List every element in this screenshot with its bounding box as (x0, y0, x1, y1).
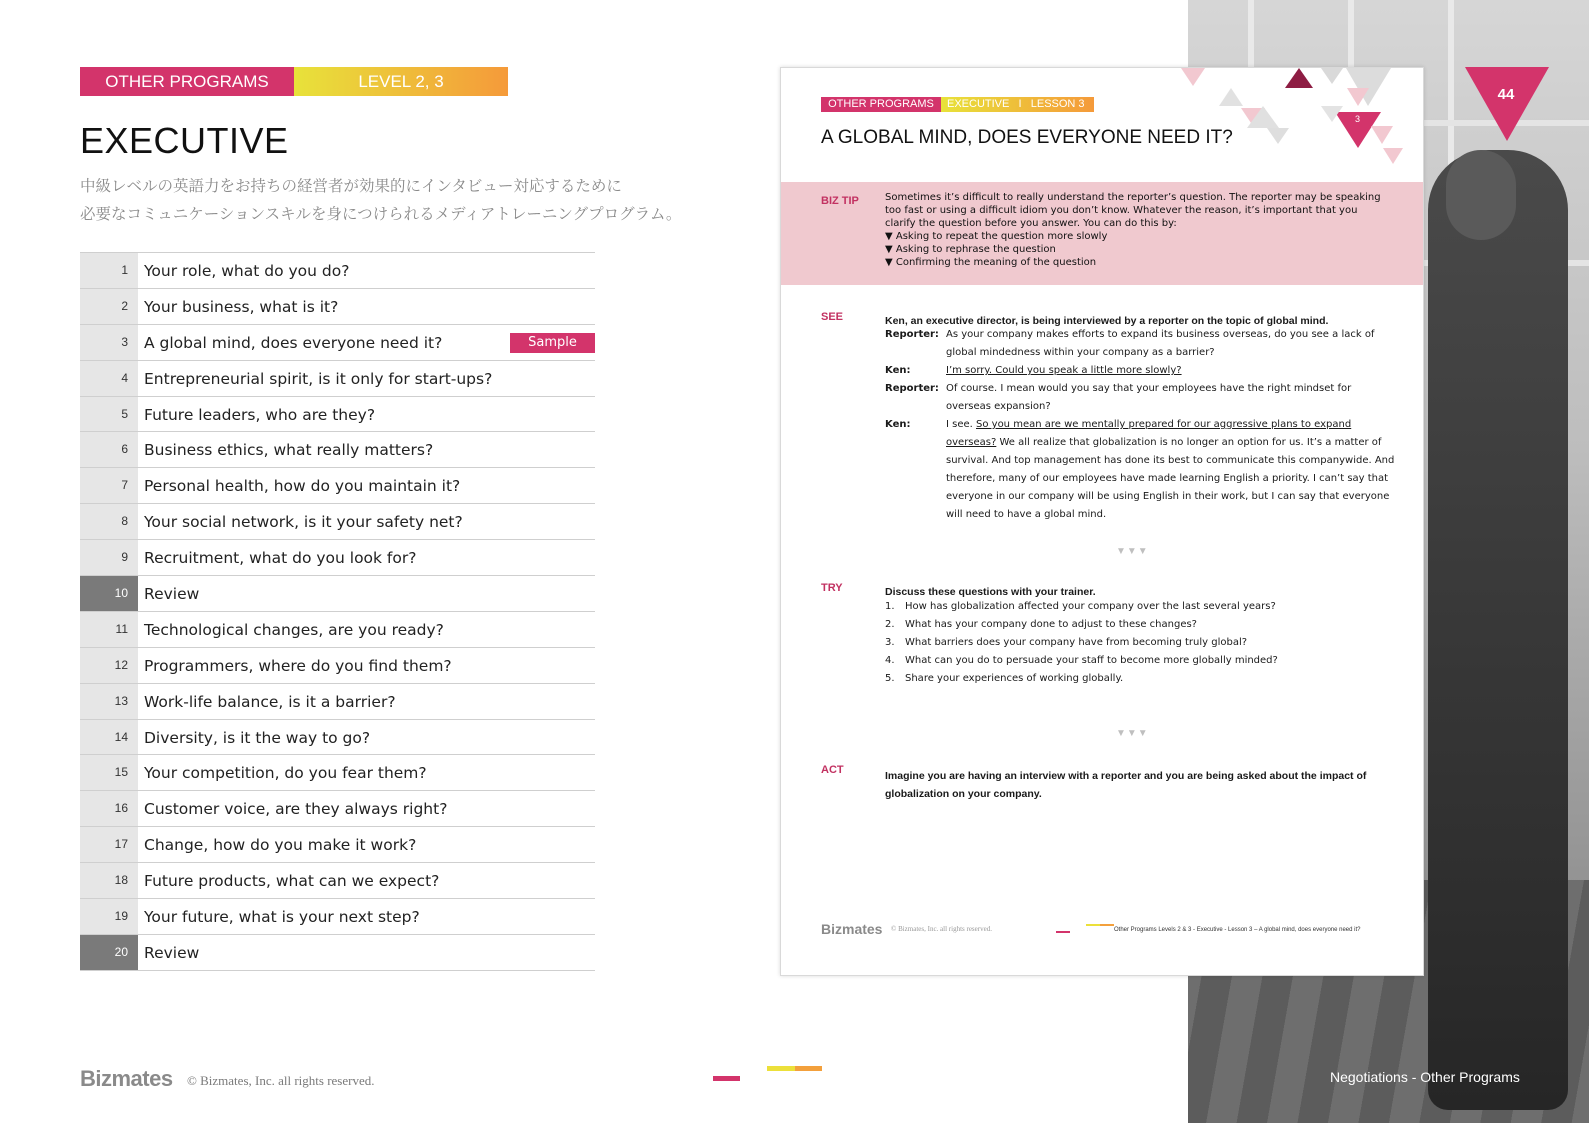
speech-suffix: We all realize that globalization is no longer an option for us. It’s a matter of survival. And top management has done its best to communicate this companywide. And therefore, many of our employees have made learning English a priority. I can’t say that everyone in our company will be using English in their work, but I can say that everyone will need to have a global mind. (946, 437, 1395, 520)
lesson-row (80, 540, 595, 576)
act-text: Imagine you are having an interview with a reporter and you are being asked about the impact of globalization on your company. (885, 770, 1367, 800)
lesson-title: A global mind, does everyone need it? (144, 333, 443, 352)
accent-dash-pink (713, 1076, 740, 1081)
person-figure (1428, 150, 1568, 1110)
try-intro: Discuss these questions with your trainer. (885, 586, 1096, 598)
biztip-bullet: ▼ Confirming the meaning of the question (885, 257, 1097, 268)
person-head (1446, 150, 1516, 240)
lesson-row (80, 504, 595, 540)
speech: As your company makes efforts to expand its business overseas, do you see a lack of global mindedness within your company as a barrier? (946, 329, 1375, 358)
lesson-number: 18 (80, 863, 138, 898)
lesson-title: Review (144, 585, 200, 604)
section-divider-arrows: ▼▼▼ (1116, 728, 1149, 739)
lesson-title-cell (138, 468, 595, 503)
lesson-row (80, 612, 595, 648)
speech-prefix: I see. (946, 419, 976, 430)
lesson-title-cell (138, 576, 595, 611)
sample-dash-orange (1100, 924, 1114, 926)
question-item (885, 619, 1197, 630)
lesson-title: Your future, what is your next step? (144, 908, 420, 927)
lesson-title: Your business, what is it? (144, 297, 339, 316)
dialogue-line (885, 416, 1395, 524)
lesson-title: Review (144, 943, 200, 962)
speech (946, 416, 1395, 524)
lesson-title: Programmers, where do you find them? (144, 656, 452, 675)
copyright: © Bizmates, Inc. all rights reserved. (187, 1073, 375, 1088)
sample-tag-lesson: EXECUTIVE I LESSON 3 (941, 97, 1094, 112)
sample-badge: Sample (510, 333, 595, 353)
question-text: What has your company done to adjust to these changes? (905, 619, 1197, 630)
lesson-row (80, 755, 595, 791)
question-text: How has globalization affected your company over the last several years? (905, 601, 1276, 612)
question-item (885, 673, 1123, 684)
lesson-title-cell (138, 899, 595, 934)
sample-footer-text: Other Programs Levels 2 & 3 - Executive - Lesson 3 – A global mind, does everyone need it? (1114, 927, 1361, 933)
lesson-row (80, 253, 595, 289)
lesson-title-cell (138, 863, 595, 898)
question-number: 5. (885, 673, 895, 684)
speech-underlined: So you mean are we mentally prepared for our aggressive plans to expand overseas? (946, 419, 1352, 448)
lesson-title: Personal health, how do you maintain it? (144, 477, 461, 496)
lesson-number: 11 (80, 612, 138, 647)
accent-dash-yellow (767, 1066, 795, 1071)
lesson-title-cell (138, 612, 595, 647)
question-number: 4. (885, 655, 895, 666)
lesson-row (80, 827, 595, 863)
act-label: ACT (821, 764, 844, 776)
biztip-label: BIZ TIP (821, 195, 859, 207)
lesson-title-cell (138, 791, 595, 826)
lesson-row (80, 720, 595, 756)
lesson-title: Work-life balance, is it a barrier? (144, 692, 396, 711)
lesson-number: 20 (80, 935, 138, 970)
speaker: Ken: (885, 365, 911, 376)
lesson-title-cell (138, 289, 595, 324)
lesson-number: 14 (80, 720, 138, 755)
program-description (80, 173, 681, 229)
lesson-title: Recruitment, what do you look for? (144, 549, 417, 568)
question-item (885, 601, 1276, 612)
sample-dash-pink (1056, 931, 1070, 933)
lesson-title-cell (138, 684, 595, 719)
lesson-number: 13 (80, 684, 138, 719)
lesson-title-cell (138, 540, 595, 575)
lesson-title: Future leaders, who are they? (144, 405, 376, 424)
try-label: TRY (821, 582, 843, 594)
sample-tag-program: OTHER PROGRAMS (821, 97, 941, 112)
bizmates-logo: Bizmates (80, 1066, 173, 1091)
lesson-row (80, 361, 595, 397)
lesson-title: Future products, what can we expect? (144, 872, 440, 891)
sample-lesson-number: 3 (1355, 114, 1361, 124)
lesson-number: 5 (80, 397, 138, 432)
lesson-row (80, 325, 595, 361)
lesson-title: Change, how do you make it work? (144, 836, 417, 855)
lesson-row (80, 684, 595, 720)
lesson-row (80, 791, 595, 827)
sample-tag-bar (821, 97, 1094, 112)
sample-footer-copyright: © Bizmates, Inc. all rights reserved. (891, 925, 992, 933)
lesson-row (80, 432, 595, 468)
speaker: Reporter: (885, 383, 939, 394)
lesson-number: 17 (80, 827, 138, 862)
biztip-bullet: ▼ Asking to rephrase the question (885, 244, 1056, 255)
question-number: 2. (885, 619, 895, 630)
decorative-triangles (1171, 68, 1424, 178)
question-item (885, 637, 1247, 648)
program-tag-bar (80, 67, 508, 96)
lesson-row (80, 397, 595, 433)
dialogue-line (885, 380, 1395, 416)
lesson-number: 12 (80, 648, 138, 683)
tag-other-programs: OTHER PROGRAMS (80, 67, 294, 96)
lesson-row (80, 576, 595, 612)
lesson-row (80, 648, 595, 684)
lesson-title-cell (138, 432, 595, 467)
lesson-row (80, 935, 595, 971)
lesson-title-cell (138, 397, 595, 432)
lesson-title-cell (138, 504, 595, 539)
question-number: 3. (885, 637, 895, 648)
lesson-title: Business ethics, what really matters? (144, 441, 434, 460)
lesson-title: Technological changes, are you ready? (144, 620, 444, 639)
question-text: What can you do to persuade your staff to become more globally minded? (905, 655, 1278, 666)
lesson-title-cell (138, 827, 595, 862)
lesson-row (80, 289, 595, 325)
lesson-title-cell (138, 361, 595, 396)
sample-footer-logo: Bizmates (821, 921, 883, 937)
biztip-body: Sometimes it’s difficult to really understand the reporter’s question. The reporter may be speaking too fast or using a difficult idiom you don’t know. Whatever the reason, it’s important that you clarify the question before you answer. You can do this by: (885, 192, 1381, 229)
description-line: 中級レベルの英語力をお持ちの経営者が効果的にインタビュー対応するために (80, 178, 622, 195)
lesson-title-cell (138, 935, 595, 970)
lesson-title-cell (138, 720, 595, 755)
lesson-list (80, 252, 595, 971)
page-title: EXECUTIVE (80, 120, 289, 161)
lesson-number: 4 (80, 361, 138, 396)
accent-dash-orange (795, 1066, 822, 1071)
speech: I’m sorry. Could you speak a little more slowly? (946, 365, 1182, 376)
lesson-title: Your role, what do you do? (144, 262, 350, 280)
lesson-title-cell (138, 648, 595, 683)
lesson-number: 3 (80, 325, 138, 360)
question-number: 1. (885, 601, 895, 612)
question-item (885, 655, 1278, 666)
lesson-row (80, 863, 595, 899)
page-number: 44 (1497, 86, 1515, 103)
lesson-number: 15 (80, 755, 138, 790)
biztip-text (885, 191, 1385, 269)
lesson-number: 2 (80, 289, 138, 324)
lesson-title-cell (138, 253, 595, 288)
dialogue-line (885, 326, 1395, 362)
lesson-row (80, 899, 595, 935)
lesson-title: Your competition, do you fear them? (144, 764, 427, 783)
lesson-title-cell (138, 755, 595, 790)
speaker: Reporter: (885, 329, 939, 340)
page-number-triangle (1465, 67, 1549, 141)
lesson-number: 8 (80, 504, 138, 539)
lesson-number: 1 (80, 253, 138, 288)
dialogue-line (885, 362, 1395, 380)
speech: Of course. I mean would you say that your employees have the right mindset for overseas expansion? (946, 383, 1352, 412)
lesson-number: 10 (80, 576, 138, 611)
description-line: 必要なコミュニケーションスキルを身につけられるメディアトレーニングプログラム。 (80, 206, 682, 223)
lesson-number: 16 (80, 791, 138, 826)
section-divider-arrows: ▼▼▼ (1116, 546, 1149, 557)
lesson-title: Diversity, is it the way to go? (144, 728, 371, 747)
sample-lesson-page (780, 67, 1424, 976)
see-label: SEE (821, 311, 844, 323)
lesson-title: Entrepreneurial spirit, is it only for start-ups? (144, 369, 493, 388)
lesson-number: 19 (80, 899, 138, 934)
lesson-number: 7 (80, 468, 138, 503)
sample-dash-yellow (1086, 924, 1100, 926)
lesson-number: 9 (80, 540, 138, 575)
lesson-row (80, 468, 595, 504)
tag-level: LEVEL 2, 3 (294, 67, 508, 96)
lesson-number: 6 (80, 432, 138, 467)
lesson-title-cell (138, 325, 595, 360)
question-text: Share your experiences of working globally. (905, 673, 1124, 684)
see-intro: Ken, an executive director, is being interviewed by a reporter on the topic of global mind. (885, 315, 1329, 327)
lesson-title: Your social network, is it your safety net? (144, 513, 463, 532)
biztip-bullet: ▼ Asking to repeat the question more slowly (885, 231, 1108, 242)
lesson-title: Customer voice, are they always right? (144, 800, 448, 819)
question-text: What barriers does your company have from becoming truly global? (905, 637, 1248, 648)
speaker: Ken: (885, 419, 911, 430)
footer-section-label: Negotiations - Other Programs (1330, 1069, 1520, 1085)
sample-lesson-title: A GLOBAL MIND, DOES EVERYONE NEED IT? (821, 127, 1233, 148)
